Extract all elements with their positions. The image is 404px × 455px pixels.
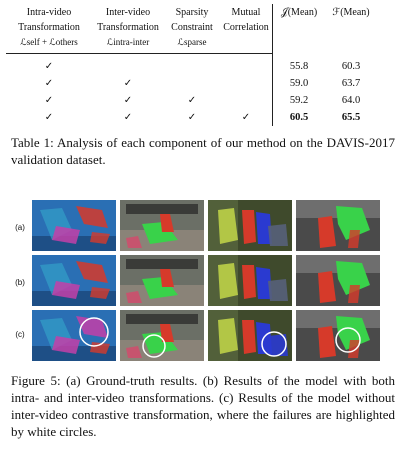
check-cell: ✓	[241, 112, 251, 123]
header-constraint: Constraint	[171, 22, 213, 33]
result-thumbnail	[120, 310, 204, 361]
check-cell: ✓	[123, 112, 133, 123]
f-mean-cell-best: 65.5	[341, 112, 361, 123]
check-cell: ✓	[44, 112, 54, 123]
result-thumbnail	[208, 310, 292, 361]
table-caption: Table 1: Analysis of each component of our method on the DAVIS-2017 validation dataset.	[11, 135, 395, 167]
header-f-mean: ℱ(Mean)	[332, 7, 370, 18]
check-cell	[92, 54, 164, 76]
check-cell: ✓	[187, 95, 197, 106]
check-cell: ✓	[44, 61, 54, 72]
check-cell: ✓	[123, 95, 133, 106]
table-row	[6, 54, 377, 76]
header-transformation-2: Transformation	[97, 22, 159, 33]
header-mutual: Mutual	[231, 7, 261, 18]
result-thumbnail	[296, 200, 380, 251]
header-loss-self-others: ℒself + ℒothers	[6, 35, 92, 54]
result-thumbnail	[208, 200, 292, 251]
f-mean-cell: 64.0	[341, 95, 361, 106]
check-cell	[164, 75, 220, 92]
check-cell	[164, 54, 220, 76]
table-row	[6, 75, 377, 92]
result-thumbnail	[296, 310, 380, 361]
row-label-a: (a)	[15, 223, 25, 232]
check-cell: ✓	[44, 78, 54, 89]
result-thumbnail	[32, 310, 116, 361]
result-thumbnail	[120, 200, 204, 251]
header-sparsity: Sparsity	[175, 7, 209, 18]
result-thumbnail	[32, 255, 116, 306]
result-thumbnail	[32, 200, 116, 251]
check-cell	[220, 92, 273, 109]
header-inter-video: Inter-video	[105, 7, 151, 18]
header-transformation-1: Transformation	[18, 22, 80, 33]
table-row	[6, 92, 377, 109]
check-cell	[220, 54, 273, 76]
check-cell: ✓	[123, 78, 133, 89]
check-cell: ✓	[187, 112, 197, 123]
qualitative-figure	[10, 200, 394, 365]
j-mean-cell: 59.0	[273, 75, 326, 92]
header-intra-video: Intra-video	[26, 7, 72, 18]
table-row	[6, 109, 377, 126]
result-thumbnail	[296, 255, 380, 306]
j-mean-cell: 59.2	[273, 92, 326, 109]
check-cell: ✓	[44, 95, 54, 106]
row-label-c: (c)	[15, 330, 25, 339]
f-mean-cell: 60.3	[341, 60, 361, 72]
header-j-mean: 𝒥(Mean)	[273, 4, 326, 54]
row-label-b: (b)	[15, 278, 25, 287]
ablation-table	[6, 4, 377, 126]
header-correlation: Correlation	[223, 22, 269, 33]
result-thumbnail	[120, 255, 204, 306]
f-mean-cell: 63.7	[341, 78, 361, 89]
j-mean-cell: 55.8	[273, 54, 326, 76]
header-loss-intra-inter: ℒintra-inter	[92, 35, 164, 54]
j-mean-cell-best: 60.5	[273, 109, 326, 126]
check-cell	[220, 75, 273, 92]
result-thumbnail	[208, 255, 292, 306]
figure-caption: Figure 5: (a) Ground-truth results. (b) Results of the model with both intra- and inter-video transformations. (c) Results of the model without inter-video contrastive transformation, where the failures are highlighted by white circles.	[11, 373, 395, 439]
header-loss-sparse: ℒsparse	[164, 35, 220, 54]
